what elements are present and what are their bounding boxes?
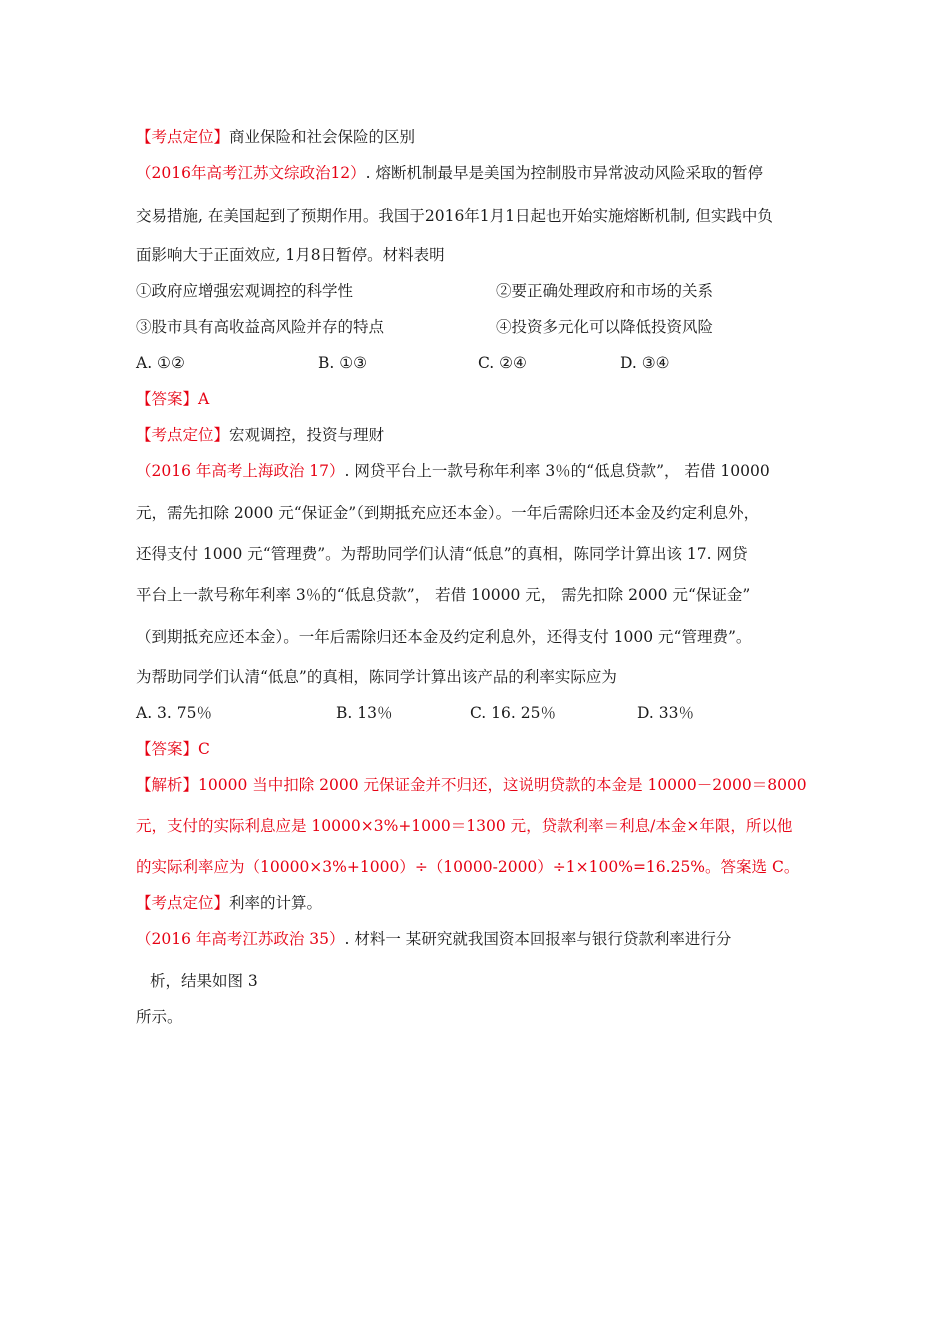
topic-tag: 【考点定位】 <box>136 128 230 146</box>
topic-tag: 【考点定位】 <box>136 426 230 444</box>
option-d: D. ③④ <box>620 354 670 372</box>
q3-analysis-line-2: 元，支付的实际利息应是 10000×3%+1000＝1300 元，贷款利率＝利息/本金×年限，所以他 <box>136 817 793 835</box>
statement-item: ②要正确处理政府和市场的关系 <box>496 282 714 300</box>
question-stem: . 熔断机制最早是美国为控制股市异常波动风险采取的暂停 <box>365 164 764 182</box>
topic-text: 商业保险和社会保险的区别 <box>229 128 416 146</box>
option-d: D. 33％ <box>637 704 694 722</box>
question-source: （2016 年高考上海政治 17） <box>136 462 345 480</box>
option-b: B. ①③ <box>318 354 368 372</box>
statement-item: ③股市具有高收益高风险并存的特点 <box>136 318 385 336</box>
q2-stem-line-1 <box>136 162 763 184</box>
topic-text: 宏观调控，投资与理财 <box>229 426 385 444</box>
option-b: B. 13％ <box>336 704 393 722</box>
question-source: （2016 年高考江苏政治 35） <box>136 930 345 948</box>
q3-stem-line-2: 元，需先扣除 2000 元“保证金”（到期抵充应还本金）。一年后需除归还本金及约定利息外， <box>136 504 760 522</box>
topic-tag: 【考点定位】 <box>136 894 230 912</box>
answer-value: A <box>198 390 210 408</box>
question-stem: . 网贷平台上一款号称年利率 3％的“低息贷款”， 若借 10000 <box>344 462 770 480</box>
q3-stem-line-4: 平台上一款号称年利率 3％的“低息贷款”， 若借 10000 元， 需先扣除 2000 元“保证金” <box>136 586 751 604</box>
q3-stem-line-1 <box>136 460 770 482</box>
option-a: A. 3. 75％ <box>136 704 212 722</box>
q3-stem-line-5: （到期抵充应还本金）。一年后需除归还本金及约定利息外，还得支付 1000 元“管理费”。 <box>136 628 752 646</box>
answer-tag: 【答案】 <box>136 740 199 758</box>
q4-stem-line-1 <box>136 928 731 950</box>
q4-stem-line-2: 析，结果如图 3 <box>150 972 258 990</box>
q3-answer-line <box>136 738 210 760</box>
q4-stem-line-3: 所示。 <box>136 1008 183 1026</box>
q2-topic-line <box>136 424 384 446</box>
q3-stem-line-3: 还得支付 1000 元“管理费”。为帮助同学们认清“低息”的真相，陈同学计算出该 17. 网贷 <box>136 545 748 563</box>
statement-item: ①政府应增强宏观调控的科学性 <box>136 282 354 300</box>
q3-stem-line-6: 为帮助同学们认清“低息”的真相，陈同学计算出该产品的利率实际应为 <box>136 668 617 686</box>
question-stem: . 材料一 某研究就我国资本回报率与银行贷款利率进行分 <box>344 930 732 948</box>
q3-analysis-line-3: 的实际利率应为（10000×3%+1000）÷（10000-2000）÷1×100%=16.25%。答案选 C。 <box>136 858 800 876</box>
q2-stem-line-3: 面影响大于正面效应, 1月8日暂停。材料表明 <box>136 246 445 264</box>
question-source: （2016年高考江苏文综政治12） <box>136 164 366 182</box>
answer-tag: 【答案】 <box>136 390 199 408</box>
option-c: C. ②④ <box>478 354 527 372</box>
answer-value: C <box>198 740 210 758</box>
topic-text: 利率的计算。 <box>229 894 323 912</box>
q3-topic-line <box>136 892 322 914</box>
q2-stem-line-2: 交易措施, 在美国起到了预期作用。我国于2016年1月1日起也开始实施熔断机制, 但实践中负 <box>136 207 773 225</box>
option-c: C. 16. 25％ <box>470 704 556 722</box>
option-a: A. ①② <box>136 354 185 372</box>
q3-analysis-line-1: 【解析】10000 当中扣除 2000 元保证金并不归还，这说明贷款的本金是 10000－2000＝8000 <box>136 776 807 794</box>
q1-topic-line <box>136 126 415 148</box>
statement-item: ④投资多元化可以降低投资风险 <box>496 318 714 336</box>
q2-answer-line <box>136 388 209 410</box>
